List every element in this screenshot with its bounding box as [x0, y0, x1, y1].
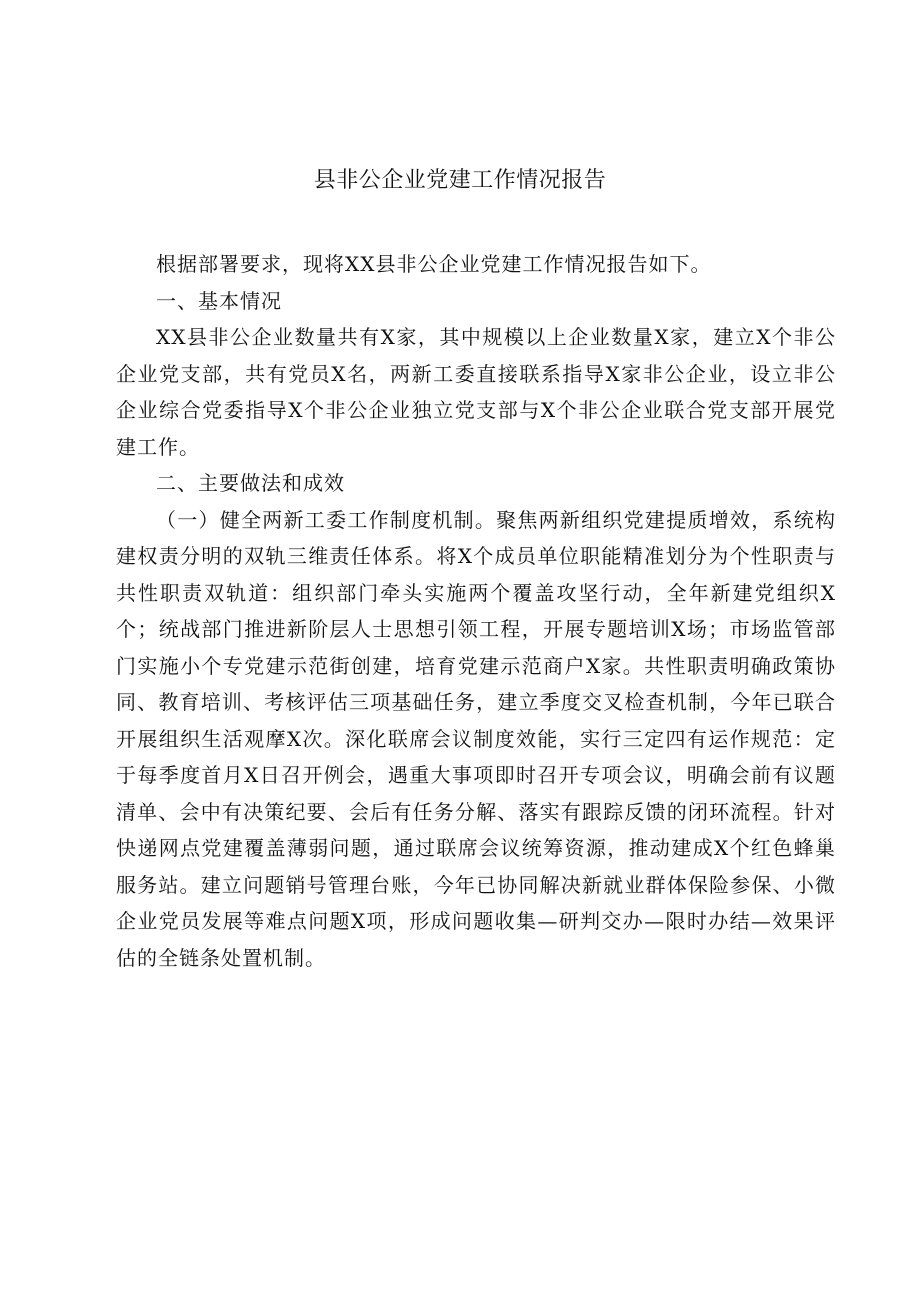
- intro-paragraph: 根据部署要求，现将XX县非公企业党建工作情况报告如下。: [156, 252, 712, 276]
- section-heading-basic-situation: 一、基本情况: [156, 288, 282, 313]
- basic-situation-paragraph: XX县非公企业数量共有X家，其中规模以上企业数量X家，建立X个非公企业党支部，共有党员X名，两新工委直接联系指导X家非公企业，设立非公企业综合党委指导X个非公企业独立党支部与X个非公企业联合党支部开展党建工作。: [116, 325, 836, 459]
- document-title: 县非公企业党建工作情况报告: [313, 168, 607, 193]
- section-heading-main-practices: 二、主要做法和成效: [156, 471, 345, 495]
- main-practices-paragraph: （一）健全两新工委工作制度机制。聚焦两新组织党建提质增效，系统构建权责分明的双轨三维责任体系。将X个成员单位职能精准划分为个性职责与共性职责双轨道：组织部门牵头实施两个覆盖攻坚行动，全年新建党组织X个；统战部门推进新阶层人士思想引领工程，开展专题培训X场；市场监管部门实施小个专党建示范街创建，培育党建示范商户X家。共性职责明确政策协同、教育培训、考核评估三项基础任务，建立季度交叉检查机制，今年已联合开展组织生活观摩X次。深化联席会议制度效能，实行三定四有运作规范：定于每季度首月X日召开例会，遇重大事项即时召开专项会议，明确会前有议题清单、会中有决策纪要、会后有任务分解、落实有跟踪反馈的闭环流程。针对快递网点党建覆盖薄弱问题，通过联席会议统筹资源，推动建成X个红色蜂巢服务站。建立问题销号管理台账，今年已协同解决新就业群体保险参保、小微企业党员发展等难点问题X项，形成问题收集—研判交办—限时办结—效果评估的全链条处置机制。: [116, 507, 836, 970]
- document-body: [116, 246, 836, 976]
